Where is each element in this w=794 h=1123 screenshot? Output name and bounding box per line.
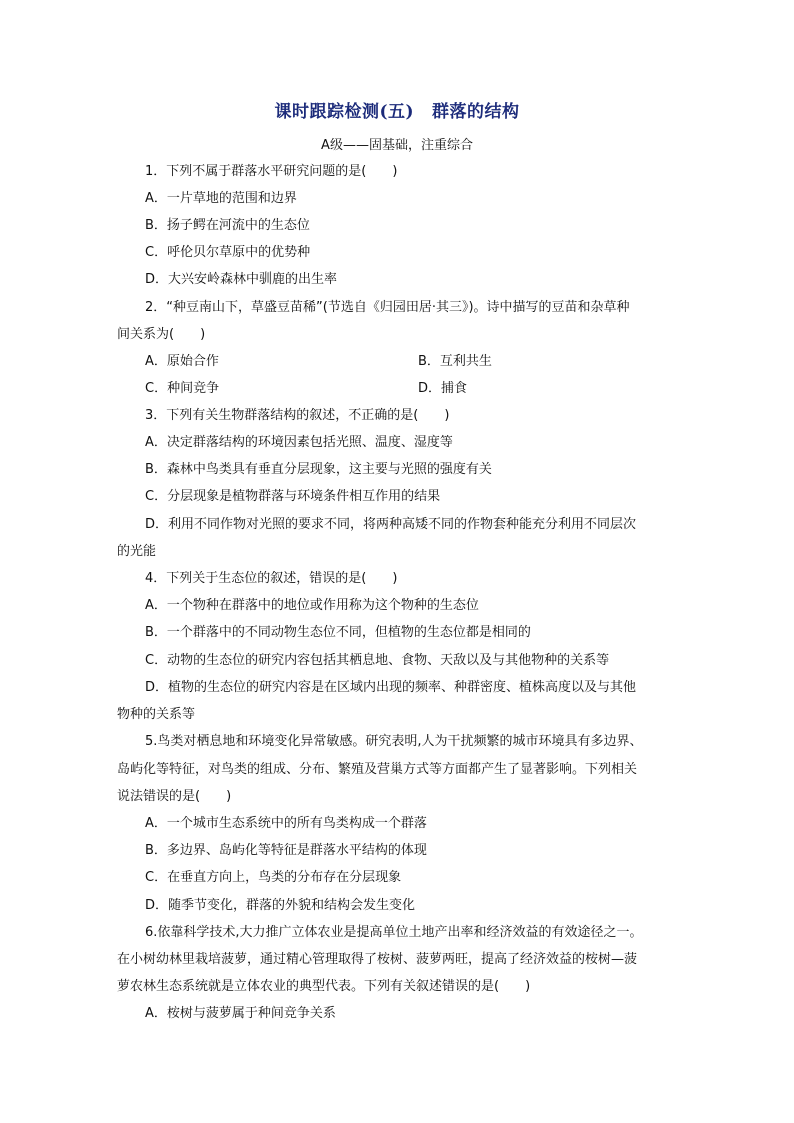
q5-option-d: D．随季节变化，群落的外貌和结构会发生变化 — [145, 898, 416, 913]
q1-option-b: B．扬子鳄在河流中的生态位 — [145, 218, 310, 233]
q5-stem-line3: 说法错误的是( ) — [117, 789, 232, 804]
q5-option-a: A．一个城市生态系统中的所有鸟类构成一个群落 — [145, 816, 427, 831]
q3-option-d-line1: D．利用不同作物对光照的要求不同，将两种高矮不同的作物套种能充分利用不同层次 — [145, 517, 637, 532]
q3-stem: 3．下列有关生物群落结构的叙述，不正确的是( ) — [145, 408, 450, 423]
q4-option-b: B．一个群落中的不同动物生态位不同，但植物的生态位都是相同的 — [145, 625, 531, 640]
title-main: 课时跟踪检测(五) — [274, 102, 415, 122]
q4-option-c: C．动物的生态位的研究内容包括其栖息地、食物、天敌以及与其他物种的关系等 — [145, 653, 610, 668]
q1-option-d: D．大兴安岭森林中驯鹿的出生率 — [145, 272, 338, 287]
q3-option-b: B．森林中鸟类具有垂直分层现象，这主要与光照的强度有关 — [145, 462, 492, 477]
q4-option-d-line2: 物种的关系等 — [117, 707, 196, 722]
q5-option-b: B．多边界、岛屿化等特征是群落水平结构的体现 — [145, 843, 427, 858]
q5-option-c: C．在垂直方向上，鸟类的分布存在分层现象 — [145, 870, 402, 885]
q3-option-d-line2: 的光能 — [117, 544, 157, 559]
title-topic: 群落的结构 — [432, 102, 520, 122]
q1-option-a: A．一片草地的范围和边界 — [145, 191, 297, 206]
q6-stem-line1: 6.依靠科学技术,大力推广立体农业是提高单位土地产出率和经济效益的有效途径之一。 — [145, 925, 643, 940]
page-title — [0, 97, 794, 122]
q5-stem-line2: 岛屿化等特征，对鸟类的组成、分布、繁殖及营巢方式等方面都产生了显著影响。下列相关 — [117, 762, 638, 777]
q4-stem: 4．下列关于生态位的叙述，错误的是( ) — [145, 571, 398, 586]
q3-option-c: C．分层现象是植物群落与环境条件相互作用的结果 — [145, 489, 441, 504]
q1-stem: 1．下列不属于群落水平研究问题的是( ) — [145, 164, 398, 179]
q4-option-a: A．一个物种在群落中的地位或作用称为这个物种的生态位 — [145, 598, 479, 613]
q2-option-a: A．原始合作 — [145, 354, 219, 369]
q2-stem-line1: 2．“种豆南山下，草盛豆苗稀”(节选自《归园田居·其三》)。诗中描写的豆苗和杂草种 — [145, 300, 630, 315]
q2-stem-line2: 间关系为( ) — [117, 327, 206, 342]
q5-stem-line1: 5.鸟类对栖息地和环境变化异常敏感。研究表明,人为干扰频繁的城市环境具有多边界、 — [145, 734, 643, 749]
q2-option-d: D．捕食 — [418, 381, 468, 396]
q6-stem-line3: 萝农林生态系统就是立体农业的典型代表。下列有关叙述错误的是( ) — [117, 979, 531, 994]
section-subtitle: A级——固基础，注重综合 — [321, 138, 473, 153]
q1-option-c: C．呼伦贝尔草原中的优势种 — [145, 245, 311, 260]
q3-option-a: A．决定群落结构的环境因素包括光照、温度、湿度等 — [145, 435, 453, 450]
q6-stem-line2: 在小树幼林里栽培菠萝，通过精心管理取得了桉树、菠萝两旺，提高了经济效益的桉树—菠 — [117, 952, 638, 967]
q2-option-b: B．互利共生 — [418, 354, 492, 369]
q2-option-c: C．种间竞争 — [145, 381, 220, 396]
q6-option-a: A．桉树与菠萝属于种间竞争关系 — [145, 1006, 336, 1021]
q4-option-d-line1: D．植物的生态位的研究内容是在区域内出现的频率、种群密度、植株高度以及与其他 — [145, 680, 637, 695]
